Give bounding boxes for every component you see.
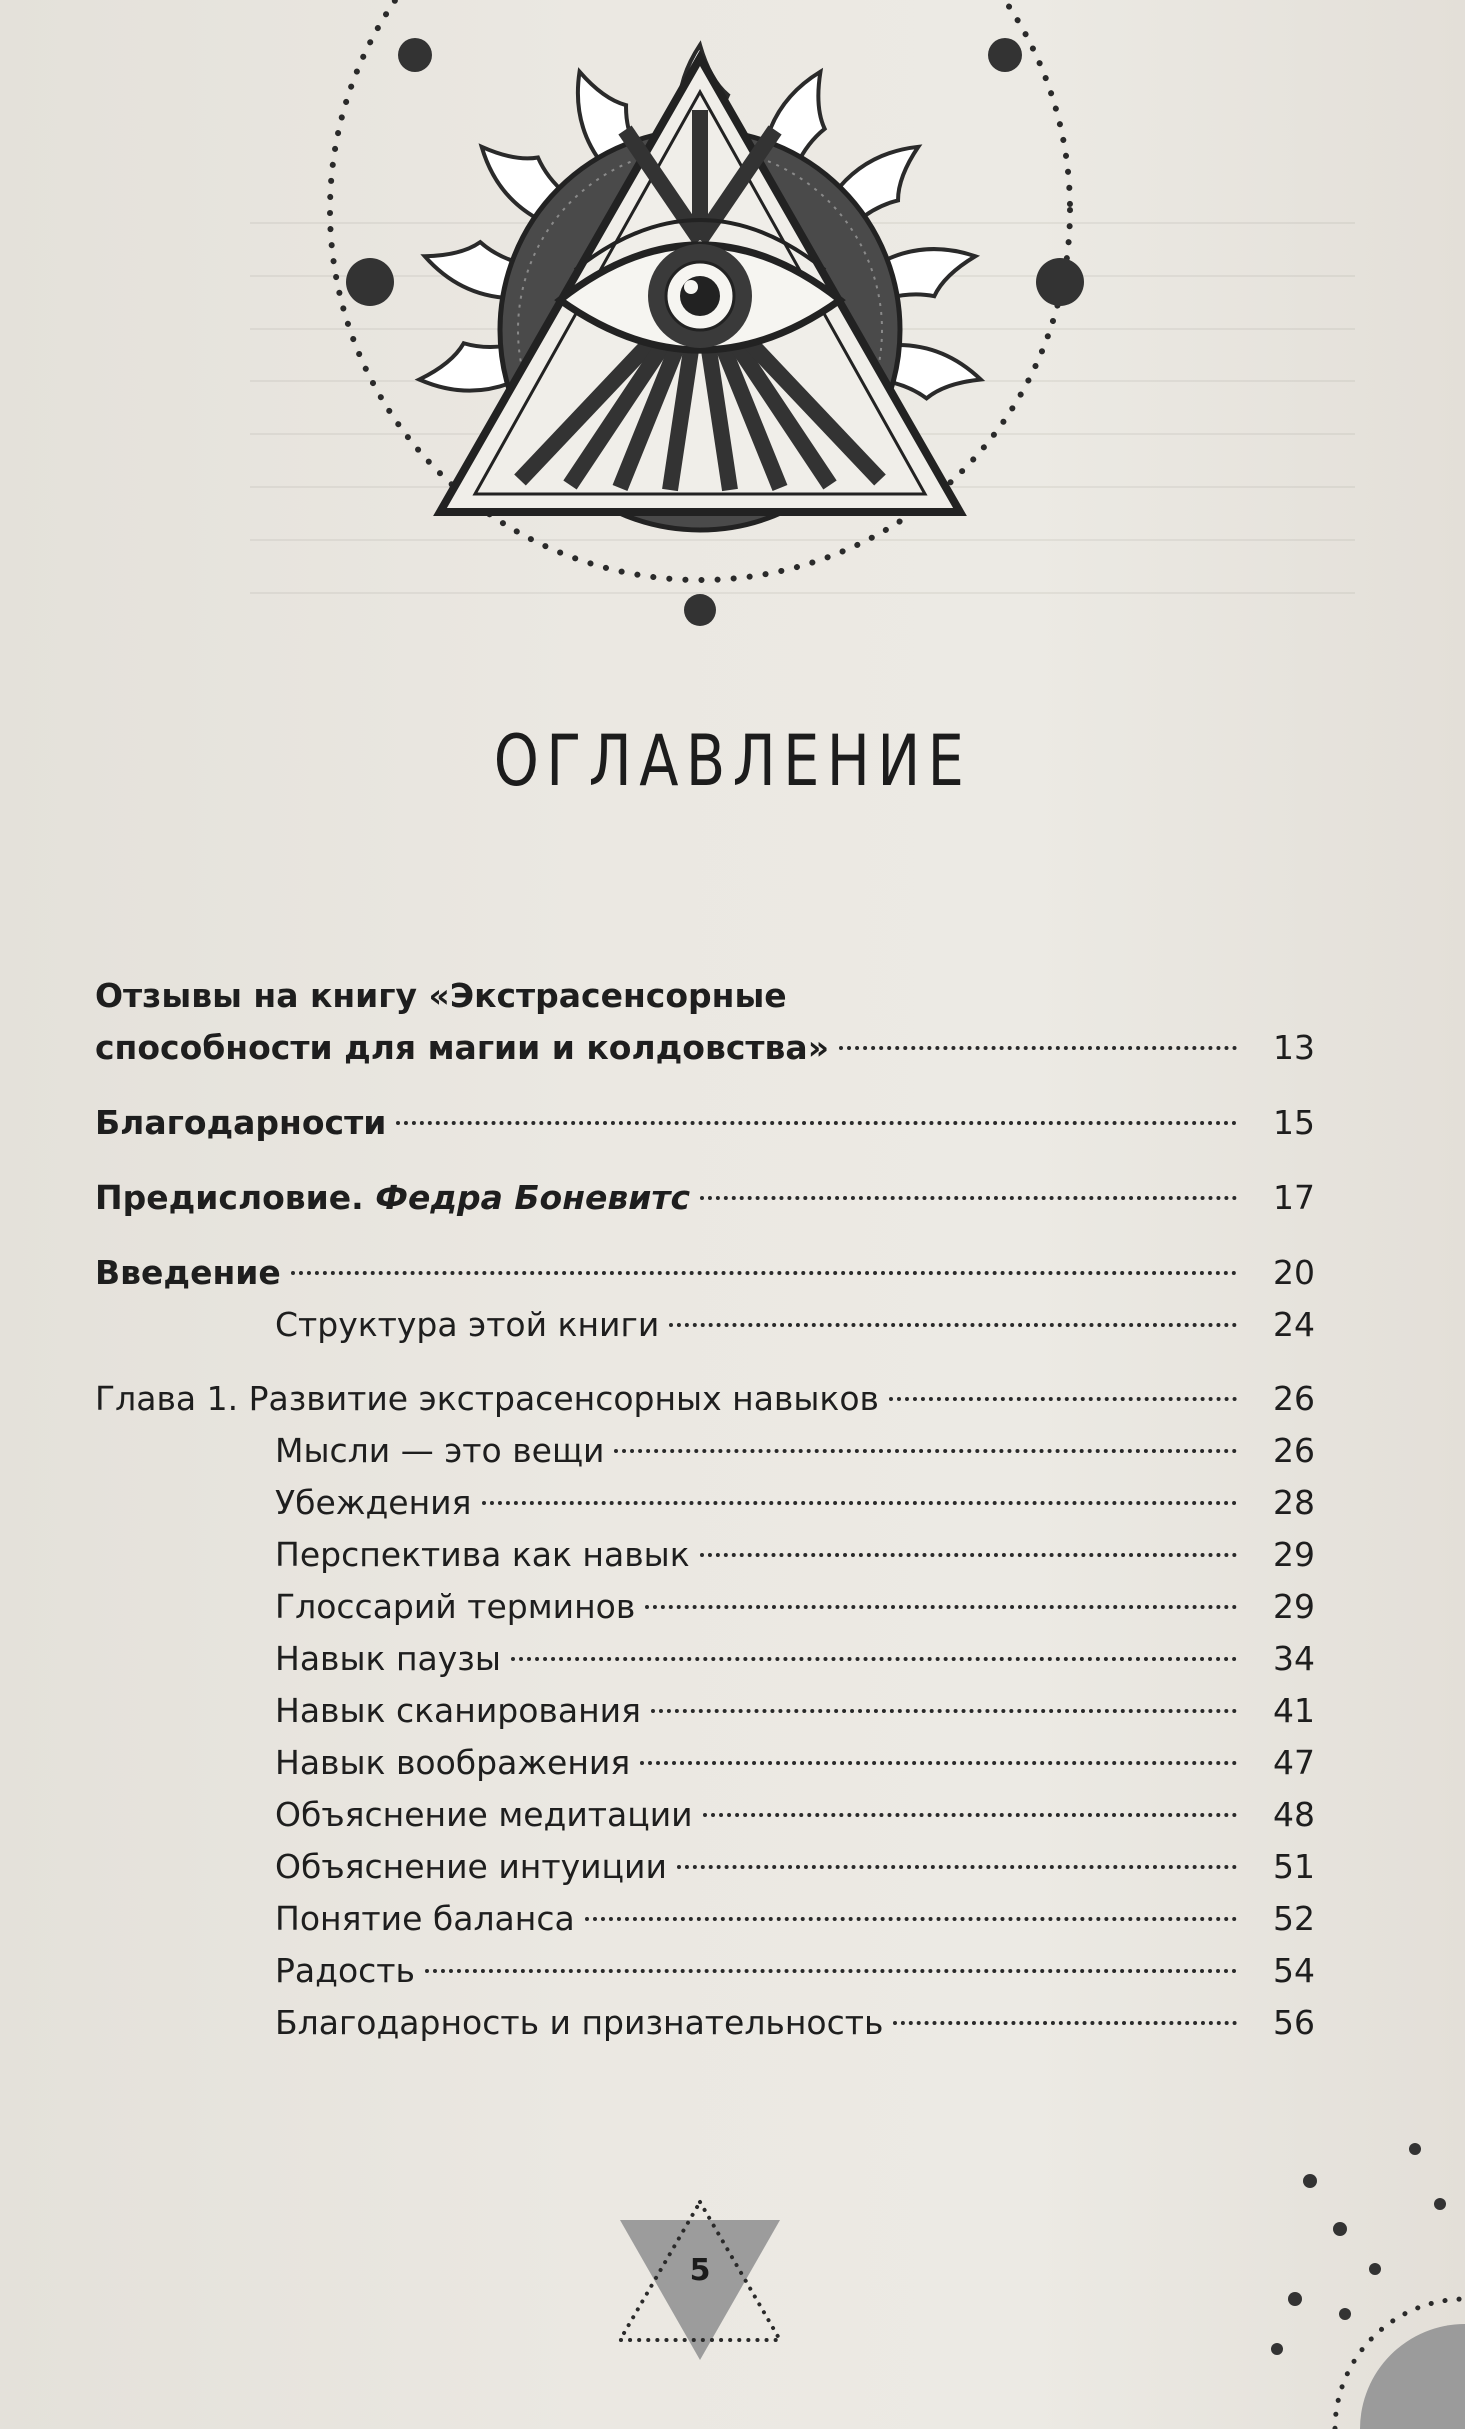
all-seeing-eye-icon [295,0,1105,640]
toc-entry-thanks[interactable] [95,1097,1315,1149]
toc-entry-section[interactable] [275,1425,1315,1477]
dot-leader [614,1449,1237,1453]
dot-leader [839,1046,1237,1050]
toc-entry-section[interactable] [275,1477,1315,1529]
toc-entry-section[interactable] [275,1633,1315,1685]
toc-page-number: 52 [1273,1899,1315,1938]
page-number: 5 [689,2253,711,2288]
dot-leader [889,1397,1237,1401]
dot-leader [651,1709,1237,1713]
toc-entry-label: способности для магии и колдовства» [95,1028,830,1067]
toc-page-number: 26 [1273,1379,1315,1418]
dot-leader [425,1969,1237,1973]
toc-entry-label: Радость [275,1951,415,1990]
toc-entry-section[interactable] [275,1685,1315,1737]
toc-entry-label: Объяснение медитации [275,1795,693,1834]
page-title: ОГЛАВЛЕНИЕ [493,720,972,802]
toc-entry-label: Мысли — это вещи [275,1431,605,1470]
toc-page-number: 17 [1273,1178,1315,1217]
dot-leader [482,1501,1238,1505]
toc-page-number: 29 [1273,1535,1315,1574]
toc-entry-label: Благодарность и признательность [275,2003,884,2042]
toc-entry-section[interactable] [275,1581,1315,1633]
dot-leader [677,1865,1237,1869]
toc-page-number: 54 [1273,1951,1315,1990]
toc-entry-section[interactable] [275,1945,1315,1997]
toc-entry-section[interactable] [275,1789,1315,1841]
toc-entry-section[interactable] [275,1841,1315,1893]
dot-leader [645,1605,1237,1609]
dot-leader [511,1657,1237,1661]
toc-entry-line [95,1022,1315,1074]
toc-entry-structure[interactable] [275,1299,1315,1351]
toc-page-number: 48 [1273,1795,1315,1834]
dot-leader [585,1917,1237,1921]
dot-leader [893,2021,1237,2025]
dot-leader [703,1813,1237,1817]
toc-entry-label: Навык сканирования [275,1691,641,1730]
toc-entry-label [95,1172,690,1224]
toc-entry-label: Объяснение интуиции [275,1847,667,1886]
toc-entry-label: Структура этой книги [275,1305,660,1344]
dot-leader [291,1271,1237,1275]
toc-entry-label: Введение [95,1253,281,1292]
toc-entry-chapter-1[interactable] [95,1373,1315,1425]
toc-page-number: 29 [1273,1587,1315,1626]
toc-entry-section[interactable] [275,1893,1315,1945]
toc-page-number: 47 [1273,1743,1315,1782]
triangle-badge-icon [600,2190,800,2390]
toc-entry-label: Благодарности [95,1103,387,1142]
preface-author: Федра Боневитс [375,1178,691,1217]
sun-dots-icon [1265,2109,1465,2429]
toc-entry-section[interactable] [275,1529,1315,1581]
toc-entry-label: Навык паузы [275,1639,501,1678]
toc-entry-section[interactable] [275,1997,1315,2049]
toc-entry-intro[interactable] [95,1247,1315,1299]
dot-leader [396,1121,1237,1125]
toc-entry-preface[interactable] [95,1172,1315,1224]
dot-leader [700,1553,1237,1557]
toc-page-number: 28 [1273,1483,1315,1522]
dot-leader [669,1323,1237,1327]
toc-entry-label: Глава 1. Развитие экстрасенсорных навыков [95,1379,880,1418]
toc-entry-label: Убеждения [275,1483,472,1522]
toc-entry-section[interactable] [275,1737,1315,1789]
toc-entry-label: Глоссарий терминов [275,1587,636,1626]
toc-page-number: 24 [1273,1305,1315,1344]
toc-entry-label: Навык воображения [275,1743,631,1782]
dot-leader [700,1196,1237,1200]
toc-entry-label: Отзывы на книгу «Экстрасенсорные [95,976,787,1015]
toc-page-number: 20 [1273,1253,1315,1292]
toc-entry-line [95,970,1315,1022]
toc-page-number: 41 [1273,1691,1315,1730]
toc-page-number: 15 [1273,1103,1315,1142]
toc-page-number: 56 [1273,2003,1315,2042]
toc-page-number: 26 [1273,1431,1315,1470]
toc-page-number: 51 [1273,1847,1315,1886]
toc-page-number: 13 [1273,1028,1315,1067]
dot-leader [640,1761,1237,1765]
toc-entry-label: Понятие баланса [275,1899,575,1938]
toc-page-number: 34 [1273,1639,1315,1678]
toc-entry-label: Перспектива как навык [275,1535,690,1574]
preface-label: Предисловие. [95,1178,364,1217]
